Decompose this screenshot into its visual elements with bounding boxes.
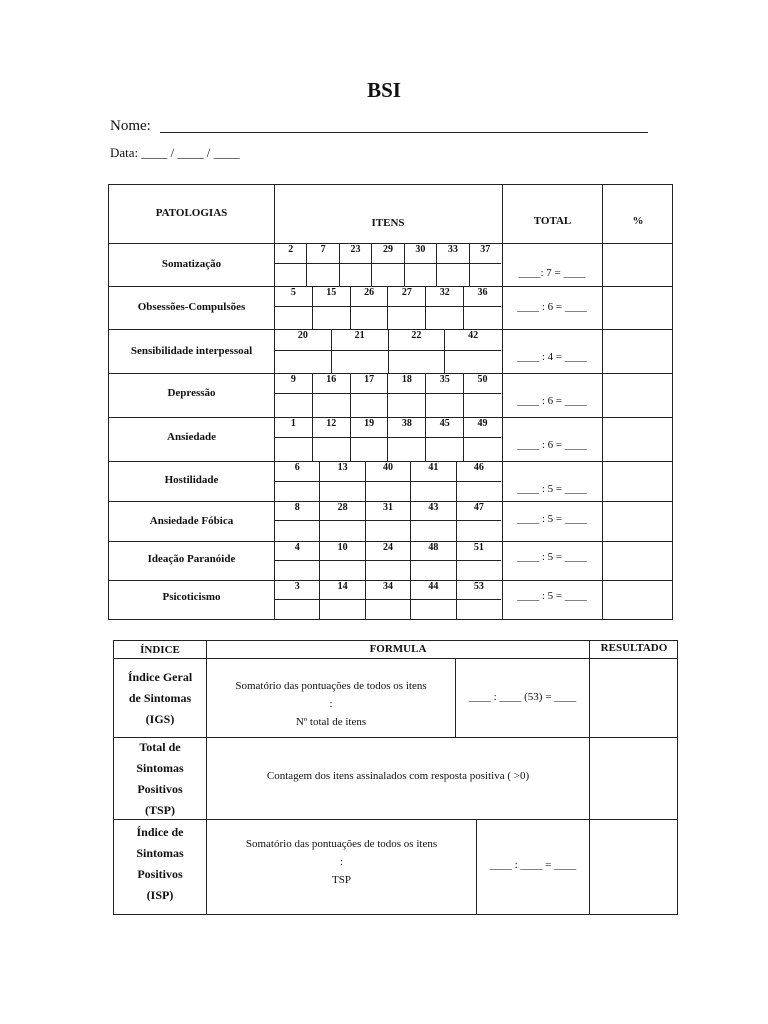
item-number: 6	[294, 462, 300, 473]
item-answer-cell[interactable]	[365, 521, 410, 542]
header-items: ITENS	[371, 217, 405, 229]
name-field[interactable]	[160, 132, 648, 133]
pathology-name: Somatização	[161, 258, 222, 270]
items-grid	[275, 418, 501, 462]
item-number: 37	[469, 244, 501, 263]
header-result: RESULTADO	[600, 642, 668, 654]
header-total: TOTAL	[533, 215, 572, 227]
item-answer-cell[interactable]	[275, 521, 319, 542]
item-number: 32	[425, 287, 463, 306]
calc-isp[interactable]: ____ : ____ = ____	[489, 859, 577, 871]
item-answer-cell[interactable]	[275, 438, 312, 462]
item-number: 4	[294, 542, 300, 553]
item-answer-cell[interactable]	[425, 307, 463, 330]
pathology-name: Psicoticismo	[162, 591, 221, 603]
item-answer-cell[interactable]	[444, 351, 501, 374]
item-answer-cell[interactable]	[312, 394, 350, 418]
item-answer-cell[interactable]	[436, 264, 468, 286]
item-answer-cell[interactable]	[456, 482, 501, 502]
item-answer-cell[interactable]	[425, 438, 463, 462]
item-number: 3	[294, 581, 300, 592]
items-grid	[275, 462, 501, 502]
item-answer-cell[interactable]	[410, 482, 455, 502]
item-number: 7	[306, 244, 338, 263]
formula-isp: Somatório das pontuações de todos os itens : TSP	[245, 838, 438, 886]
item-number: 35	[425, 374, 463, 393]
item-answer-cell[interactable]	[410, 600, 455, 620]
item-answer-cell[interactable]	[319, 521, 364, 542]
item-answer-cell[interactable]	[275, 394, 312, 418]
item-answer-cell[interactable]	[350, 307, 388, 330]
total-formula[interactable]: ____: 7 = ____	[518, 267, 586, 279]
item-number: 10	[319, 542, 364, 560]
item-number: 50	[463, 374, 501, 393]
item-number: 14	[319, 581, 364, 599]
pathology-name: Depressão	[167, 387, 216, 399]
item-answer-cell[interactable]	[371, 264, 403, 286]
items-grid	[275, 542, 501, 580]
item-number: 41	[410, 462, 455, 481]
total-formula[interactable]: ____ : 4 = ____	[517, 351, 587, 363]
total-formula[interactable]: ____ : 5 = ____	[517, 590, 587, 602]
items-grid	[275, 502, 501, 542]
item-answer-cell[interactable]	[275, 561, 319, 580]
item-answer-cell[interactable]	[404, 264, 436, 286]
item-number: 13	[319, 462, 364, 481]
item-number: 31	[365, 502, 410, 520]
item-answer-cell[interactable]	[365, 482, 410, 502]
item-number: 43	[410, 502, 455, 520]
item-number: 19	[350, 418, 388, 437]
item-answer-cell[interactable]	[306, 264, 338, 286]
header-percent: %	[632, 215, 644, 227]
item-answer-cell[interactable]	[469, 264, 501, 286]
item-number: 30	[404, 244, 436, 263]
item-number: 20	[297, 330, 308, 341]
pathology-name: Obsessões-Compulsões	[137, 301, 246, 313]
item-answer-cell[interactable]	[365, 600, 410, 620]
total-formula[interactable]: ____ : 6 = ____	[517, 301, 587, 313]
item-answer-cell[interactable]	[387, 307, 425, 330]
item-answer-cell[interactable]	[365, 561, 410, 580]
total-formula[interactable]: ____ : 5 = ____	[517, 551, 587, 563]
item-answer-cell[interactable]	[388, 351, 445, 374]
item-number: 38	[387, 418, 425, 437]
item-number: 53	[456, 581, 501, 599]
index-name-tsp: Total de Sintomas Positivos (TSP)	[136, 740, 184, 817]
item-answer-cell[interactable]	[463, 394, 501, 418]
index-name-isp: Índice de Sintomas Positivos (ISP)	[136, 825, 184, 902]
item-answer-cell[interactable]	[387, 394, 425, 418]
item-number: 26	[350, 287, 388, 306]
index-name-igs: Índice Geral de Sintomas (IGS)	[127, 670, 193, 726]
item-number: 36	[463, 287, 501, 306]
pathology-name: Hostilidade	[164, 474, 219, 486]
item-number: 29	[371, 244, 403, 263]
items-grid	[275, 287, 501, 330]
item-number: 21	[331, 330, 388, 350]
item-answer-cell[interactable]	[456, 521, 501, 542]
item-number: 9	[290, 374, 296, 385]
item-answer-cell[interactable]	[350, 438, 388, 462]
item-number: 51	[456, 542, 501, 560]
item-number: 15	[312, 287, 350, 306]
item-number: 44	[410, 581, 455, 599]
item-number: 42	[444, 330, 501, 350]
pathology-name: Sensibilidade interpessoal	[130, 345, 253, 357]
item-number: 18	[387, 374, 425, 393]
item-number: 28	[319, 502, 364, 520]
item-answer-cell[interactable]	[312, 307, 350, 330]
pathology-name: Ansiedade Fóbica	[149, 515, 234, 527]
item-number: 48	[410, 542, 455, 560]
item-number: 8	[294, 502, 300, 513]
item-answer-cell[interactable]	[463, 307, 501, 330]
total-formula[interactable]: ____ : 6 = ____	[517, 395, 587, 407]
item-number: 46	[456, 462, 501, 481]
header-index: ÍNDICE	[140, 644, 180, 656]
item-answer-cell[interactable]	[275, 351, 331, 374]
item-answer-cell[interactable]	[319, 482, 364, 502]
total-formula[interactable]: ____ : 5 = ____	[517, 513, 587, 525]
calc-igs[interactable]: ____ : ____ (53) = ____	[468, 691, 577, 703]
item-number: 5	[290, 287, 296, 298]
indices-table	[113, 640, 678, 915]
item-number: 40	[365, 462, 410, 481]
item-answer-cell[interactable]	[275, 264, 306, 286]
item-answer-cell[interactable]	[463, 438, 501, 462]
item-answer-cell[interactable]	[387, 438, 425, 462]
name-label: Nome:	[110, 118, 151, 134]
item-number: 12	[312, 418, 350, 437]
total-formula[interactable]: ____ : 6 = ____	[517, 439, 587, 451]
item-number: 1	[290, 418, 296, 429]
item-number: 47	[456, 502, 501, 520]
item-answer-cell[interactable]	[425, 394, 463, 418]
item-answer-cell[interactable]	[319, 561, 364, 580]
item-answer-cell[interactable]	[350, 394, 388, 418]
item-number: 34	[365, 581, 410, 599]
pathology-name: Ansiedade	[167, 431, 216, 443]
form-title: BSI	[367, 78, 401, 102]
pathologies-table	[108, 184, 673, 620]
item-answer-cell[interactable]	[456, 600, 501, 620]
item-number: 23	[339, 244, 371, 263]
item-answer-cell[interactable]	[275, 482, 319, 502]
header-pathologies: PATOLOGIAS	[155, 207, 228, 219]
item-answer-cell[interactable]	[456, 561, 501, 580]
item-answer-cell[interactable]	[275, 600, 319, 620]
item-number: 45	[425, 418, 463, 437]
items-grid	[275, 244, 501, 286]
item-number: 24	[365, 542, 410, 560]
item-number: 27	[387, 287, 425, 306]
item-answer-cell[interactable]	[312, 438, 350, 462]
items-grid	[275, 330, 501, 374]
item-answer-cell[interactable]	[410, 561, 455, 580]
item-number: 2	[288, 244, 294, 255]
formula-igs: Somatório das pontuações de todos os itens : Nº total de itens	[235, 680, 427, 728]
item-number: 22	[388, 330, 445, 350]
date-field[interactable]: Data: ____ / ____ / ____	[110, 145, 240, 160]
item-number: 49	[463, 418, 501, 437]
item-answer-cell[interactable]	[275, 307, 312, 330]
header-formula: FORMULA	[369, 643, 427, 655]
pathology-name: Ideação Paranóide	[147, 553, 236, 565]
item-answer-cell[interactable]	[319, 600, 364, 620]
item-number: 33	[436, 244, 468, 263]
item-number: 17	[350, 374, 388, 393]
total-formula[interactable]: ____ : 5 = ____	[517, 483, 587, 495]
item-answer-cell[interactable]	[331, 351, 388, 374]
item-answer-cell[interactable]	[410, 521, 455, 542]
item-number: 16	[312, 374, 350, 393]
items-grid	[275, 374, 501, 418]
formula-tsp: Contagem dos itens assinalados com resposta positiva ( >0)	[266, 770, 530, 782]
items-grid	[275, 581, 501, 620]
item-answer-cell[interactable]	[339, 264, 371, 286]
